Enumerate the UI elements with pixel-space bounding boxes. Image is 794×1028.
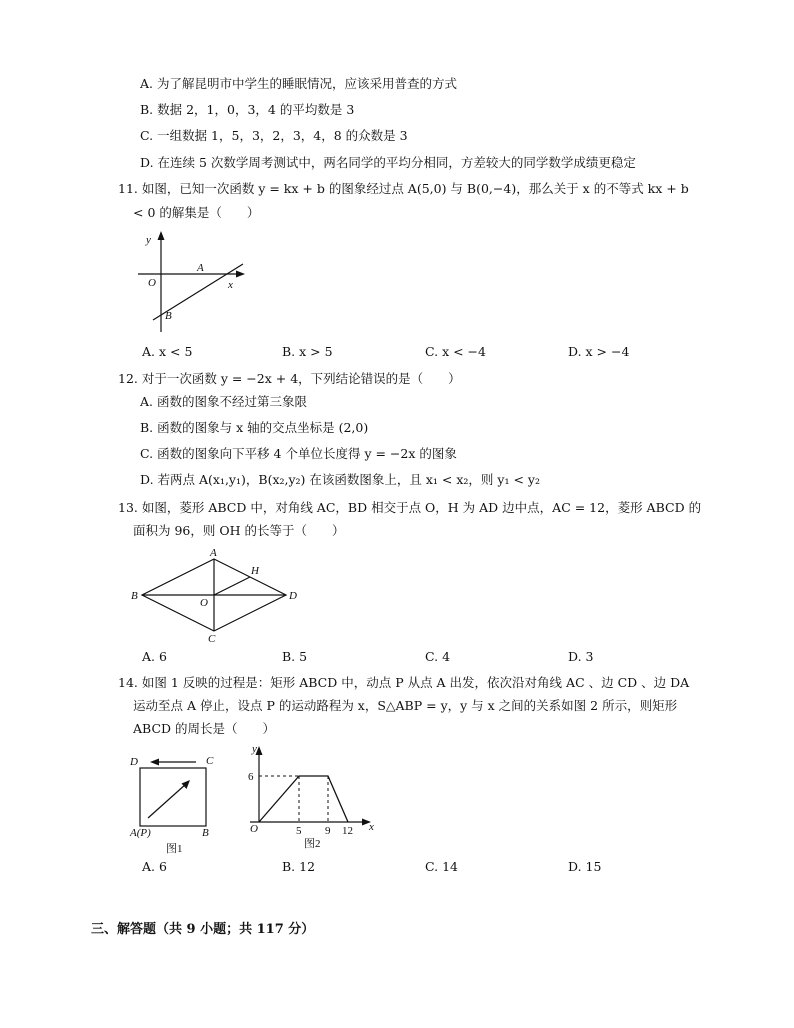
q13-label-h: H xyxy=(251,565,259,577)
q13-label-o: O xyxy=(200,597,208,609)
q14-fig1-label-d: D xyxy=(130,756,138,768)
q12-stem: 12. 对于一次函数 y = −2x + 4，下列结论错误的是（ ） xyxy=(118,371,461,386)
q13-label-b: B xyxy=(131,590,138,602)
q13-rhombus xyxy=(128,544,308,644)
q13-option-a: A. 6 xyxy=(142,649,167,664)
q13-option-d: D. 3 xyxy=(568,649,594,664)
q14-fig1-label-c: C xyxy=(206,755,214,767)
q11-graph xyxy=(128,228,258,338)
q14-fig2-tick-12: 12 xyxy=(342,825,353,837)
q10-option-d: D. 在连续 5 次数学周考测试中，两名同学的平均分相同，方差较大的同学数学成绩更稳定 xyxy=(140,155,636,170)
q14-option-d: D. 15 xyxy=(568,859,602,874)
q11-label-o: O xyxy=(148,277,156,289)
q10-option-b: B. 数据 2，1，0，3，4 的平均数是 3 xyxy=(140,102,355,117)
q11-option-c: C. x < −4 xyxy=(425,344,486,359)
q11-label-y: y xyxy=(146,234,151,246)
q12-option-a: A. 函数的图象不经过第三象限 xyxy=(140,394,307,409)
q10-option-a: A. 为了解昆明市中学生的睡眠情况，应该采用普查的方式 xyxy=(140,76,457,91)
q14-fig1-caption: 图1 xyxy=(166,843,183,855)
q13-stem-line2: 面积为 96，则 OH 的长等于（ ） xyxy=(133,523,345,538)
q13-label-a: A xyxy=(210,547,217,559)
q14-fig2-label-x: x xyxy=(369,821,374,833)
q14-fig2-caption: 图2 xyxy=(304,838,321,850)
q14-fig2-label-y: y xyxy=(252,743,257,755)
q11-label-x: x xyxy=(228,279,233,291)
q11-option-a: A. x < 5 xyxy=(142,344,193,359)
q11-stem-line2: < 0 的解集是（ ） xyxy=(133,205,260,220)
q14-option-c: C. 14 xyxy=(425,859,458,874)
q14-fig2-tick-5: 5 xyxy=(296,825,302,837)
q12-option-c: C. 函数的图象向下平移 4 个单位长度得 y = −2x 的图象 xyxy=(140,446,457,461)
q13-label-d: D xyxy=(289,590,297,602)
q11-label-b: B xyxy=(165,310,172,322)
q14-figure2 xyxy=(244,742,384,854)
q14-fig2-tick-9: 9 xyxy=(325,825,331,837)
q12-option-b: B. 函数的图象与 x 轴的交点坐标是 (2,0) xyxy=(140,420,369,435)
section-3-heading: 三、解答题（共 9 小题；共 117 分） xyxy=(91,922,315,937)
q11-option-d: D. x > −4 xyxy=(568,344,630,359)
q14-figure1 xyxy=(126,748,226,856)
q10-option-c: C. 一组数据 1，5，3，2，3，4，8 的众数是 3 xyxy=(140,128,408,143)
q12-option-d: D. 若两点 A(x₁,y₁)，B(x₂,y₂) 在该函数图象上，且 x₁ < x₂，则 y₁ < y₂ xyxy=(140,472,540,487)
q13-option-c: C. 4 xyxy=(425,649,451,664)
q11-option-b: B. x > 5 xyxy=(282,344,333,359)
q11-label-a: A xyxy=(197,262,204,274)
q14-fig1-label-ap: A(P) xyxy=(130,827,151,839)
q13-label-c: C xyxy=(208,633,216,644)
q13-option-b: B. 5 xyxy=(282,649,308,664)
q11-stem-line1: 11. 如图，已知一次函数 y = kx + b 的图象经过点 A(5,0) 与 B(0,−4)，那么关于 x 的不等式 kx + b xyxy=(118,181,689,196)
q14-option-b: B. 12 xyxy=(282,859,316,874)
q14-fig2-tick-6: 6 xyxy=(248,771,254,783)
q14-fig1-label-b: B xyxy=(202,827,209,839)
q14-fig2-label-o: O xyxy=(250,823,258,835)
q14-option-a: A. 6 xyxy=(142,859,167,874)
q14-stem-line2: 运动至点 A 停止，设点 P 的运动路程为 x，S△ABP = y，y 与 x 之间的关系如图 2 所示，则矩形 xyxy=(133,698,678,713)
q14-stem-line1: 14. 如图 1 反映的过程是：矩形 ABCD 中，动点 P 从点 A 出发，依次沿对角线 AC 、边 CD 、边 DA xyxy=(118,675,690,690)
q14-stem-line3: ABCD 的周长是（ ） xyxy=(133,721,276,736)
q13-stem-line1: 13. 如图，菱形 ABCD 中，对角线 AC，BD 相交于点 O，H 为 AD 边中点，AC = 12，菱形 ABCD 的 xyxy=(118,500,702,515)
